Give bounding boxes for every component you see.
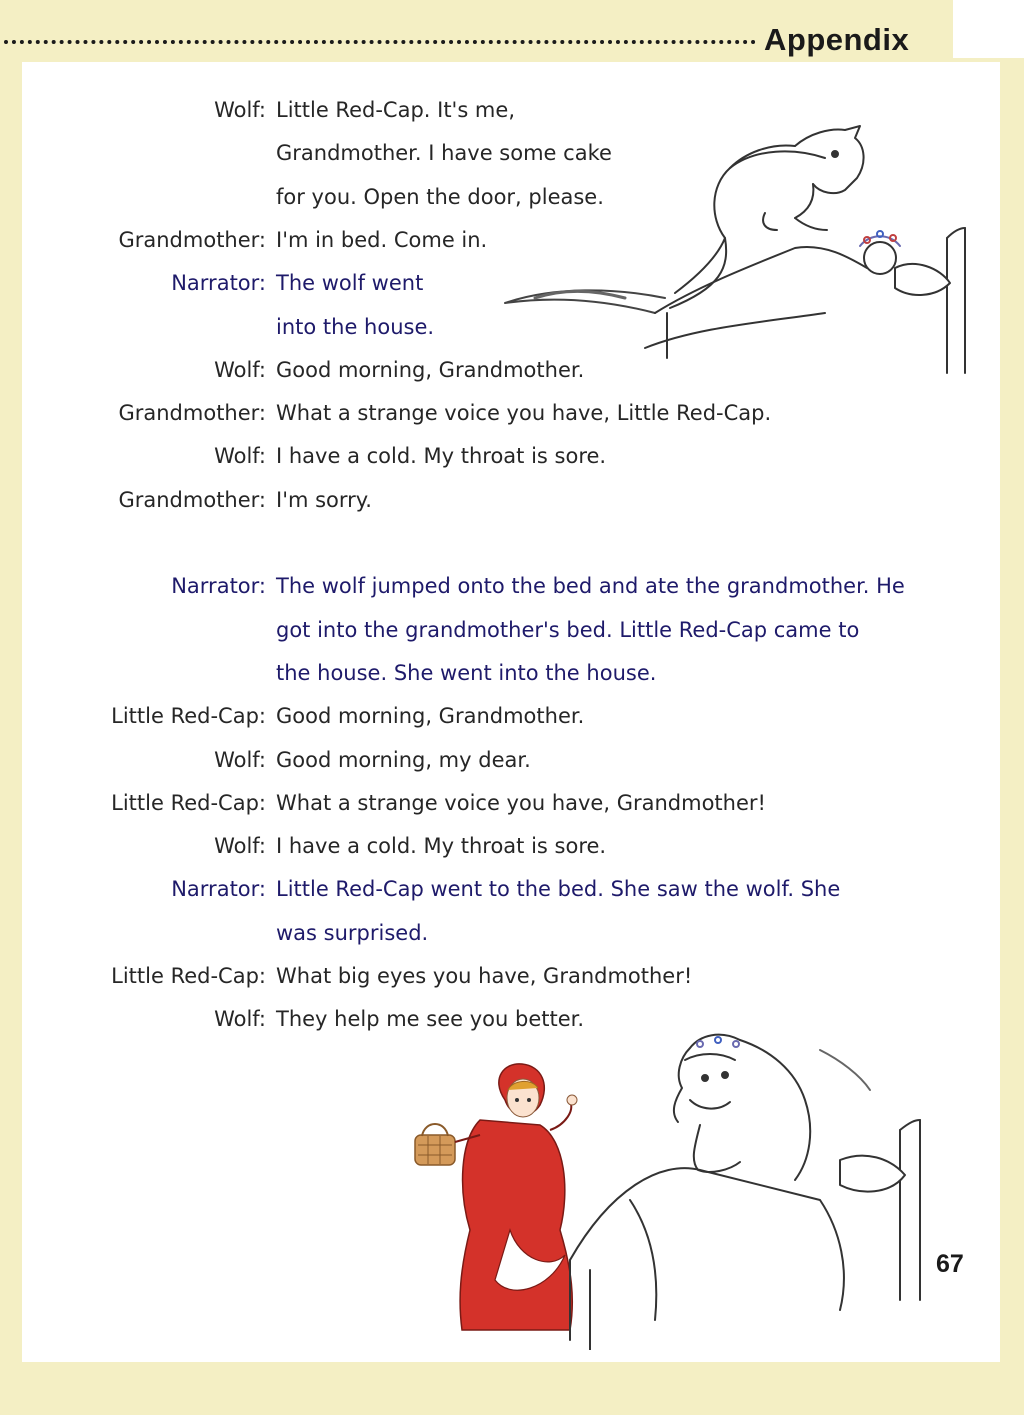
speaker-label: Little Red-Cap: [111,790,266,815]
speaker-label: Narrator: [171,877,266,902]
speaker-label: Wolf: [214,444,266,469]
speaker-label: Grandmother: [118,227,266,252]
dialogue-line: I have a cold. My throat is sore. [276,834,607,859]
dialogue-line: I'm sorry. [276,487,372,512]
wolf-on-bed-illustration [495,118,985,378]
dialogue-line: was surprised. [276,920,429,945]
dialogue-line: the house. She went into the house. [276,660,657,685]
dialogue-line: The wolf jumped onto the bed and ate the grandmother. He [276,574,905,599]
speaker-label: Grandmother: [118,401,266,426]
dialogue-line: What a strange voice you have, Little Red-Cap. [276,401,772,426]
dialogue-line: I'm in bed. Come in. [276,227,488,252]
dialogue-line: Good morning, Grandmother. [276,357,585,382]
page-header [0,0,1024,62]
speaker-label: Wolf: [214,1007,266,1032]
dialogue-line: Little Red-Cap went to the bed. She saw the wolf. She [276,877,841,902]
dotted-rule [4,40,756,44]
dialogue-line: They help me see you better. [276,1007,585,1032]
speaker-label: Little Red-Cap: [111,964,266,988]
section-title: Appendix [764,22,910,57]
dialogue-line: Little Red-Cap. It's me, [276,98,515,122]
header-tab [953,0,1024,58]
little-red-cap-figure [415,1064,577,1330]
speaker-label: Narrator: [171,574,266,599]
speaker-label: Grandmother: [118,487,266,512]
speaker-label: Wolf: [214,834,266,859]
red-cap-and-wolf-illustration [400,1030,960,1350]
dialogue-line: for you. Open the door, please. [276,184,604,209]
dialogue-line: into the house. [276,314,435,339]
dialogue-line: Good morning, my dear. [276,747,531,772]
dialogue-line: I have a cold. My throat is sore. [276,444,607,469]
dialogue-line: The wolf went [276,271,424,296]
speaker-label: Little Red-Cap: [111,704,266,729]
speaker-label: Narrator: [171,271,266,296]
speaker-label: Wolf: [214,747,266,772]
speaker-label: Wolf: [214,357,266,382]
dialogue-line: got into the grandmother's bed. Little Red-Cap came to [276,617,860,642]
dialogue-line: Good morning, Grandmother. [276,704,585,729]
dialogue-line: What a strange voice you have, Grandmother! [276,790,766,815]
dialogue-line: What big eyes you have, Grandmother! [276,964,693,988]
speaker-label: Wolf: [214,98,266,122]
dialogue-line: Grandmother. I have some cake [276,141,612,166]
page-number: 67 [936,1250,964,1278]
